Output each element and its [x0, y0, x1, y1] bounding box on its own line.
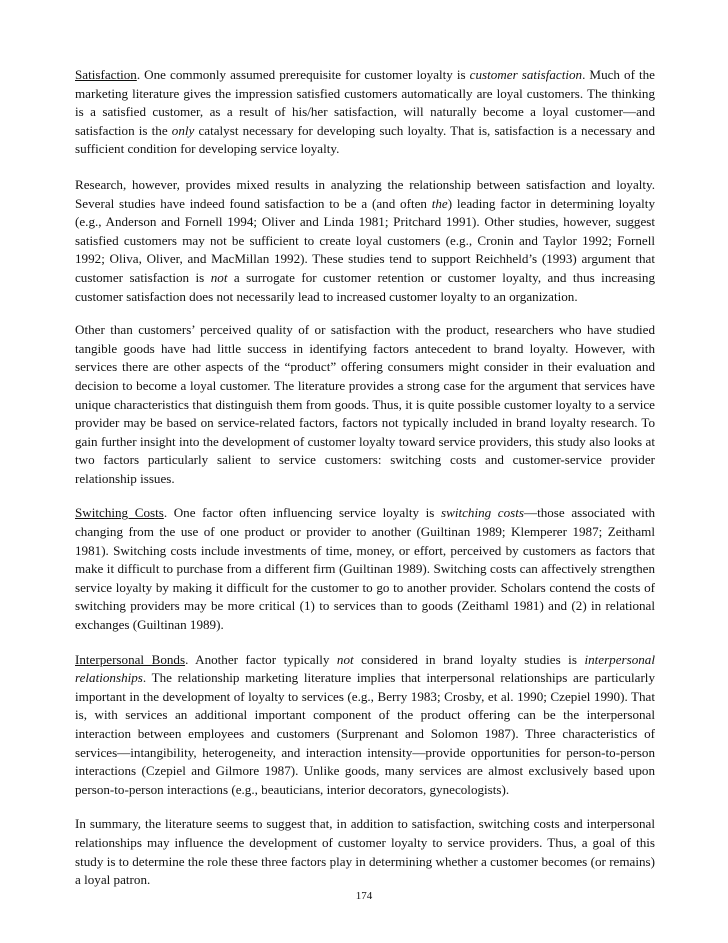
text-run: considered in brand loyalty studies is: [353, 651, 585, 667]
text-run: . One commonly assumed prerequisite for customer loyalty is: [136, 67, 470, 82]
paragraph-satisfaction: [75, 66, 655, 159]
section-heading-interpersonal-bonds: Interpersonal Bonds: [75, 651, 186, 667]
text-run: Research, however, provides mixed results in analyzing the relationship between satisfaction and loyalty. Several studies have indeed found satisfaction to be a (and often: [75, 176, 655, 211]
section-heading-switching-costs: Switching Costs: [75, 505, 164, 521]
emphasis-run: customer satisfaction: [469, 67, 583, 82]
paragraph-summary: [75, 815, 655, 889]
section-heading-satisfaction: Satisfaction: [75, 67, 137, 82]
text-run: a surrogate for customer retention or customer loyalty, and thus increasing customer satisfaction does not necessarily lead to increased customer loyalty to an organization.: [75, 269, 655, 304]
emphasis-run: not: [336, 651, 354, 667]
document-body: [75, 66, 655, 907]
paragraph-switching-costs: [75, 504, 655, 634]
text-run: —those associated with changing from the use of one product or provider to another (Guiltinan 1989; Klemperer 1987; Zeithaml 1981). Switching costs include investments of time, money, or effort, perceived by customers as factors that make it difficult to purchase from a different firm (Guiltinan 1989). Switching costs can affectively strengthen service loyalty by making it difficult for the customer to go to another provider. Scholars contend the costs of switching providers may be more critical (1) to services than to goods (Zeithaml 1981) and (2) in relational exchanges (Guiltinan 1989).: [75, 505, 656, 633]
text-run: ) leading factor in determining loyalty (e.g., Anderson and Fornell 1994; Oliver and Linda 1981; Pritchard 1991). Other studies, however, suggest satisfied customers may not be sufficient to create loyal customers (e.g., Cronin and Taylor 1992; Fornell 1992; Oliva, Oliver, and MacMillan 1992). These studies tend to support Reichheld’s (1993) argument that customer satisfaction is: [75, 195, 655, 285]
text-run: . One factor often influencing service loyalty is: [163, 505, 441, 521]
emphasis-run: the: [431, 195, 448, 211]
emphasis-run: only: [171, 122, 195, 138]
text-run: . Much of the marketing literature gives the impression satisfied customers automatically are loyal customers. The thinking is a satisfied customer, as a result of his/her satisfaction, will naturally become a loyal customer––and satisfaction is the: [75, 67, 655, 138]
paragraph-research: [75, 176, 655, 306]
page-number: 174: [355, 890, 373, 902]
text-run: . The relationship marketing literature implies that interpersonal relationships are particularly important in the development of loyalty to services (e.g., Berry 1983; Crosby, et al. 1990; Czepiel 1990). That is, with services an additional important component of the product offering can be the interpersonal interaction between employees and customers (Surprenant and Solomon 1987). Three characteristics of services—intangibility, heterogeneity, and interaction intensity—provide opportunities for person-to-person interactions (Czepiel and Gilmore 1987). Unlike goods, many services are almost exclusively based upon person-to-person interactions (e.g., beauticians, interior decorators, gynecologists).: [75, 670, 655, 797]
paragraph-interpersonal-bonds: [75, 651, 655, 800]
emphasis-run: not: [210, 269, 228, 285]
emphasis-run: switching costs: [440, 505, 524, 521]
emphasis-run: interpersonal relationships: [75, 651, 655, 686]
text-run: In summary, the literature seems to suggest that, in addition to satisfaction, switching costs and interpersonal relationships may influence the development of customer loyalty to service providers. Thus, a goal of this study is to determine the role these three factors play in determining whether a customer becomes (or remains) a loyal patron.: [75, 816, 655, 888]
paragraph-other-than-customers: [75, 321, 655, 488]
text-run: catalyst necessary for developing such loyalty. That is, satisfaction is a necessary and sufficient condition for developing service loyalty.: [75, 122, 655, 157]
text-run: . Another factor typically: [185, 651, 337, 667]
text-run: Other than customers’ perceived quality of or satisfaction with the product, researchers who have studied tangible goods have had little success in identifying factors antecedent to brand loyalty. However, with services there are other aspects of the “product” offering consumers might consider in their evaluation and decision to become a loyal customer. The literature provides a strong case for the argument that services have unique characteristics that distinguish them from goods. Thus, it is quite possible customer loyalty to a service provider may be based on service-related factors, factors not typically included in brand loyalty research. To gain further insight into the development of customer loyalty toward service providers, this study also looks at two factors particularly salient to service customers: switching costs and customer-service provider relationship issues.: [75, 322, 655, 486]
